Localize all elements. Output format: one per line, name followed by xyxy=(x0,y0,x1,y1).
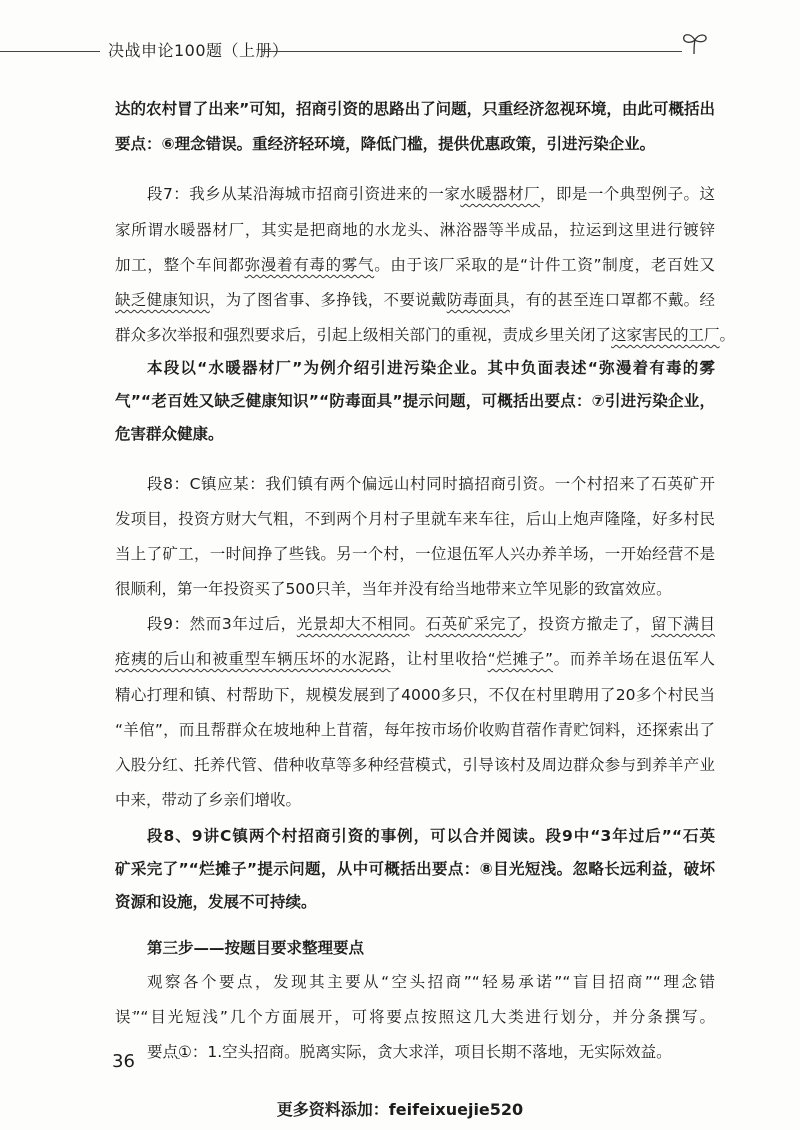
text-line: 段9：然而3年过后，光景却大不相同。石英矿采完了，投资方撤走了，留下满目 xyxy=(147,615,715,633)
text-line: 群众多次举报和强烈要求后，引起上级相关部门的重视，责成乡里关闭了这家害民的工厂。 xyxy=(115,326,736,344)
text-line: 要点①：1.空头招商。脱离实际，贪大求洋，项目长期不落地，无实际效益。 xyxy=(147,1043,672,1061)
text-line: 本段以“水暖器材厂”为例介绍引进污染企业。其中负面表述“弥漫着有毒的雾 xyxy=(147,359,715,377)
scan-mark xyxy=(132,1012,136,1013)
text-line: 加工，整个车间都弥漫着有毒的雾气。由于该厂采取的是“计件工资”制度，老百姓又 xyxy=(115,256,715,274)
wavy-underline: 水暖器材厂 xyxy=(460,185,541,203)
text-line: 缺乏健康知识，为了图省事、多挣钱，不要说戴防毒面具，有的甚至连口罩都不戴。经 xyxy=(115,291,715,309)
text-line: 很顺利，第一年投资买了500只羊，当年并没有给当地带来立竿见影的致富效应。 xyxy=(115,580,672,598)
footer-note: 更多资料添加：feifeixuejie520 xyxy=(276,1100,524,1119)
wavy-underline: “烂摊子” xyxy=(487,650,553,668)
wavy-underline: 石英矿采完了 xyxy=(425,615,523,633)
sprout-icon xyxy=(680,30,710,56)
wavy-underline: 防毒面具 xyxy=(446,291,510,309)
text-line: 观察各个要点，发现其主要从“空头招商”“轻易承诺”“盲目招商”“理念错 xyxy=(147,973,715,991)
text-line: 误”“目光短浅”几个方面展开，可将要点按照这几大类进行划分，并分条撰写。 xyxy=(115,1008,715,1026)
text-line: 疮痍的后山和被重型车辆压坏的水泥路，让村里收拾“烂摊子”。而养羊场在退伍军人 xyxy=(115,650,715,668)
wavy-underline: 疮痍的后山和被重型车辆压坏的水泥路 xyxy=(115,650,391,668)
text-line: 发项目，投资方财大气粗，不到两个月村子里就车来车往，后山上炮声隆隆，好多村民 xyxy=(115,510,715,528)
text-line: 达的农村冒了出来”可知，招商引资的思路出了问题，只重经济忽视环境，由此可概括出 xyxy=(115,100,715,118)
text-line: 段8：C镇应某：我们镇有两个偏远山村同时搞招商引资。一个村招来了石英矿开 xyxy=(147,475,715,493)
text-line: 入股分红、托养代管、借种收草等多种经营模式，引导该村及周边群众参与到养羊产业 xyxy=(115,756,715,774)
book-title: 决战申论100题（上册） xyxy=(108,41,289,60)
page-number: 36 xyxy=(112,1051,135,1072)
running-header xyxy=(0,30,800,70)
text-line: 家所谓水暖器材厂，其实是把商地的水龙头、淋浴器等半成品，拉运到这里进行镀锌 xyxy=(115,221,715,239)
wavy-underline: 这家害民的工厂 xyxy=(611,326,720,344)
wavy-underline: 缺乏健康知识 xyxy=(115,291,210,309)
text-line: 当上了矿工，一时间挣了些钱。另一个村，一位退伍军人兴办养羊场，一开始经营不是 xyxy=(115,545,715,563)
text-line: 中来，带动了乡亲们增收。 xyxy=(115,791,302,809)
text-line: 资源和设施，发展不可持续。 xyxy=(115,893,317,911)
wavy-underline: 光景却大不相同 xyxy=(296,615,410,633)
text-line: 矿采完了”“烂摊子”提示问题，从中可概括出要点：⑧目光短浅。忽略长远利益，破坏 xyxy=(115,860,715,878)
text-line: 要点：⑥理念错误。重经济轻环境，降低门槛，提供优惠政策，引进污染企业。 xyxy=(115,135,656,153)
text-line: 精心打理和镇、村帮助下，规模发展到了4000多只，不仅在村里聘用了20多个村民当 xyxy=(115,686,715,704)
header-rule-right xyxy=(262,51,682,52)
header-rule-left xyxy=(0,51,100,52)
text-line: 段7：我乡从某沿海城市招商引资进来的一家水暖器材厂，即是一个典型例子。这 xyxy=(147,185,715,203)
wavy-underline: 留下满目 xyxy=(651,615,715,633)
text-line: 危害群众健康。 xyxy=(115,425,224,443)
text-line: 第三步——按题目要求整理要点 xyxy=(147,939,365,957)
text-line: “羊倌”，而且帮群众在坡地种上苜蓿，每年按市场价收购苜蓿作青贮饲料，还探索出了 xyxy=(115,721,715,739)
text-line: 段8、9讲C镇两个村招商引资的事例，可以合并阅读。段9中“3年过后”“石英 xyxy=(147,827,715,845)
scan-mark xyxy=(176,1058,180,1059)
wavy-underline: 弥漫着有毒的雾气 xyxy=(244,256,375,274)
text-line: 气”“老百姓又缺乏健康知识”“防毒面具”提示问题，可概括出要点：⑦引进污染企业， xyxy=(115,392,715,410)
